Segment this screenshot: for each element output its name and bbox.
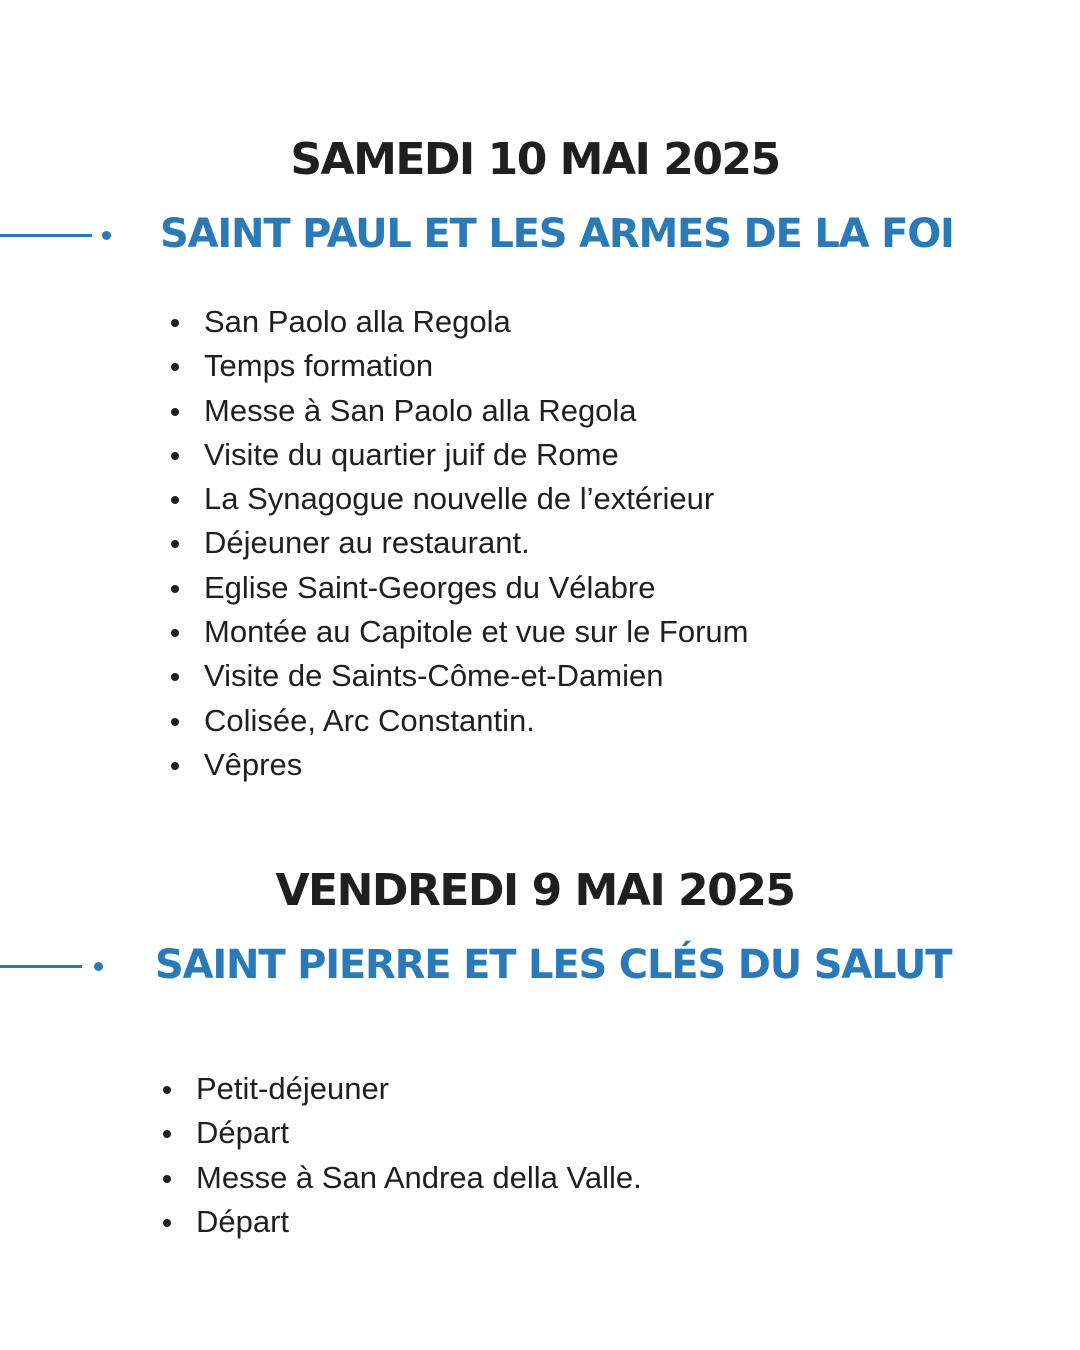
day-2-theme-title: SAINT PIERRE ET LES CLÉS DU SALUT bbox=[155, 942, 952, 988]
bullet-icon bbox=[171, 496, 179, 504]
list-item-label: Colisée, Arc Constantin. bbox=[204, 702, 535, 738]
list-item bbox=[168, 699, 749, 743]
list-item-label: Visite de Saints-Côme-et-Damien bbox=[204, 658, 664, 694]
list-item bbox=[160, 1067, 642, 1111]
bullet-icon bbox=[171, 762, 179, 770]
list-item bbox=[168, 344, 749, 388]
list-item bbox=[168, 743, 749, 787]
list-item-label: San Paolo alla Regola bbox=[204, 304, 511, 339]
list-item bbox=[168, 566, 749, 610]
list-item-label: Vêpres bbox=[204, 746, 303, 782]
bullet-icon bbox=[163, 1086, 171, 1094]
day-1-theme-line bbox=[0, 234, 92, 237]
bullet-icon bbox=[163, 1219, 171, 1227]
list-item-label: Départ bbox=[196, 1115, 290, 1151]
list-item bbox=[168, 433, 749, 477]
bullet-icon bbox=[171, 629, 179, 637]
list-item-label: Eglise Saint-Georges du Vélabre bbox=[204, 569, 656, 605]
day-2-theme-row bbox=[0, 937, 1080, 997]
list-item-label: La Synagogue nouvelle de l’extérieur bbox=[204, 481, 715, 517]
day-2-theme-line bbox=[0, 965, 82, 968]
day-2-activity-list bbox=[160, 1067, 642, 1244]
list-item bbox=[168, 477, 749, 521]
list-item bbox=[160, 1200, 642, 1244]
list-item-label: Visite du quartier juif de Rome bbox=[204, 436, 619, 472]
list-item-label: Messe à San Andrea della Valle. bbox=[196, 1159, 642, 1195]
list-item bbox=[168, 654, 749, 698]
day-1-date: SAMEDI 10 MAI 2025 bbox=[290, 134, 780, 185]
bullet-icon bbox=[171, 673, 179, 681]
bullet-icon bbox=[171, 363, 179, 371]
list-item-label: Déjeuner au restaurant. bbox=[204, 525, 530, 561]
day-1-theme-dot bbox=[102, 231, 111, 240]
list-item bbox=[168, 521, 749, 565]
bullet-icon bbox=[171, 718, 179, 726]
day-2-date: VENDREDI 9 MAI 2025 bbox=[275, 865, 795, 916]
bullet-icon bbox=[171, 452, 179, 460]
day-2-theme-dot bbox=[94, 962, 103, 971]
bullet-icon bbox=[163, 1175, 171, 1183]
list-item bbox=[160, 1111, 642, 1155]
list-item-label: Départ bbox=[196, 1203, 290, 1239]
bullet-icon bbox=[163, 1130, 171, 1138]
day-1-activity-list bbox=[168, 300, 749, 787]
list-item bbox=[168, 389, 749, 433]
list-item-label: Temps formation bbox=[204, 348, 434, 384]
list-item-label: Petit-déjeuner bbox=[196, 1071, 390, 1106]
list-item bbox=[168, 610, 749, 654]
bullet-icon bbox=[171, 319, 179, 327]
list-item bbox=[168, 300, 749, 344]
bullet-icon bbox=[171, 540, 179, 548]
bullet-icon bbox=[171, 585, 179, 593]
list-item-label: Messe à San Paolo alla Regola bbox=[204, 392, 637, 428]
bullet-icon bbox=[171, 408, 179, 416]
day-1-theme-title: SAINT PAUL ET LES ARMES DE LA FOI bbox=[160, 211, 954, 257]
list-item bbox=[160, 1156, 642, 1200]
list-item-label: Montée au Capitole et vue sur le Forum bbox=[204, 614, 749, 650]
day-1-theme-row bbox=[0, 206, 1080, 266]
